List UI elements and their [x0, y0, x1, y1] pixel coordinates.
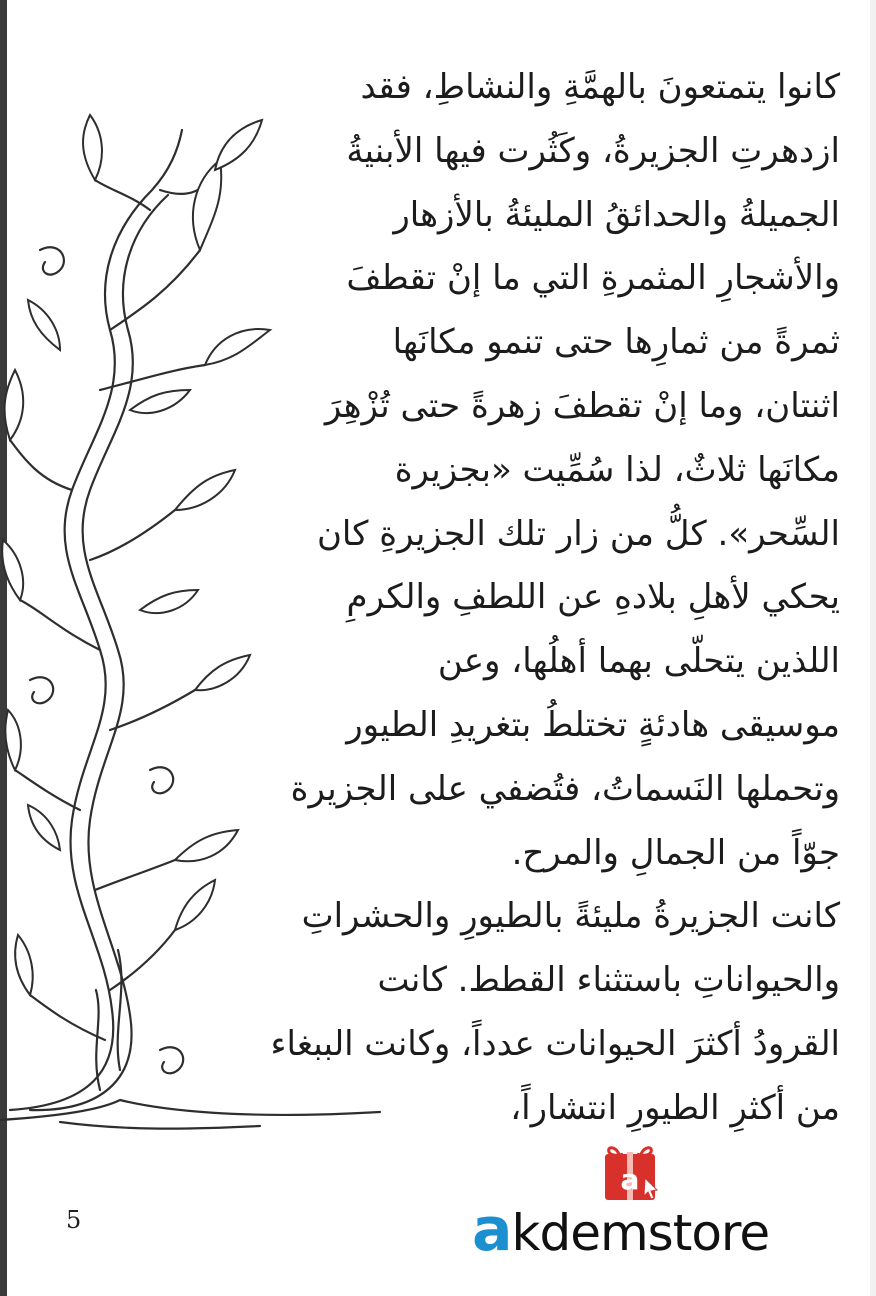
text-line: جوّاً من الجمالِ والمرح. — [511, 832, 840, 873]
text-line: الجميلةُ والحدائقُ المليئةُ بالأزهار — [393, 194, 840, 235]
text-line: ازدهرتِ الجزيرةُ، وكَثُرت فيها الأبنيةُ — [346, 130, 840, 171]
text-line: والحيواناتِ باستثناء القطط. كانت — [377, 960, 840, 1001]
text-line: وتحملها النَسماتُ، فتُضفي على الجزيرة — [290, 768, 840, 809]
logo-letter-a: a — [472, 1195, 512, 1265]
page-number: 5 — [66, 1206, 82, 1234]
text-line: اثنتان، وما إنْ تقطفَ زهرةً حتى تُزْهِرَ — [324, 385, 840, 426]
text-line: كانوا يتمتعونَ بالهمَّةِ والنشاطِ، فقد — [360, 67, 840, 107]
text-line: يحكي لأهلِ بلادهِ عن اللطفِ والكرمِ — [346, 577, 840, 618]
page-edge-right — [870, 0, 876, 1296]
text-line: كانت الجزيرةُ مليئةً بالطيورِ والحشراتِ — [301, 896, 840, 937]
body-text — [200, 56, 840, 1141]
akdemstore-logo — [472, 1142, 792, 1265]
text-line: القرودُ أكثرَ الحيوانات عدداً، وكانت الببغاء — [270, 1023, 840, 1064]
book-badge-icon — [599, 1142, 663, 1204]
text-line: موسيقى هادئةٍ تختلطُ بتغريدِ الطيور — [346, 704, 840, 745]
text-line: السِّحر». كلُّ من زار تلك الجزيرةِ كان — [316, 513, 840, 554]
logo-wordmark — [472, 1195, 792, 1265]
text-line: والأشجارِ المثمرةِ التي ما إنْ تقطفَ — [346, 258, 840, 299]
text-line: مكانَها ثلاثٌ، لذا سُمِّيت «بجزيرة — [394, 449, 840, 490]
text-line: من أكثرِ الطيورِ انتشاراً، — [510, 1087, 840, 1128]
text-line: ثمرةً من ثمارِها حتى تنمو مكانَها — [392, 322, 840, 363]
logo-name: kdemstore — [511, 1204, 770, 1262]
text-line: اللذين يتحلّى بهما أهلُها، وعن — [437, 641, 840, 682]
badge-letter: a — [620, 1163, 640, 1196]
